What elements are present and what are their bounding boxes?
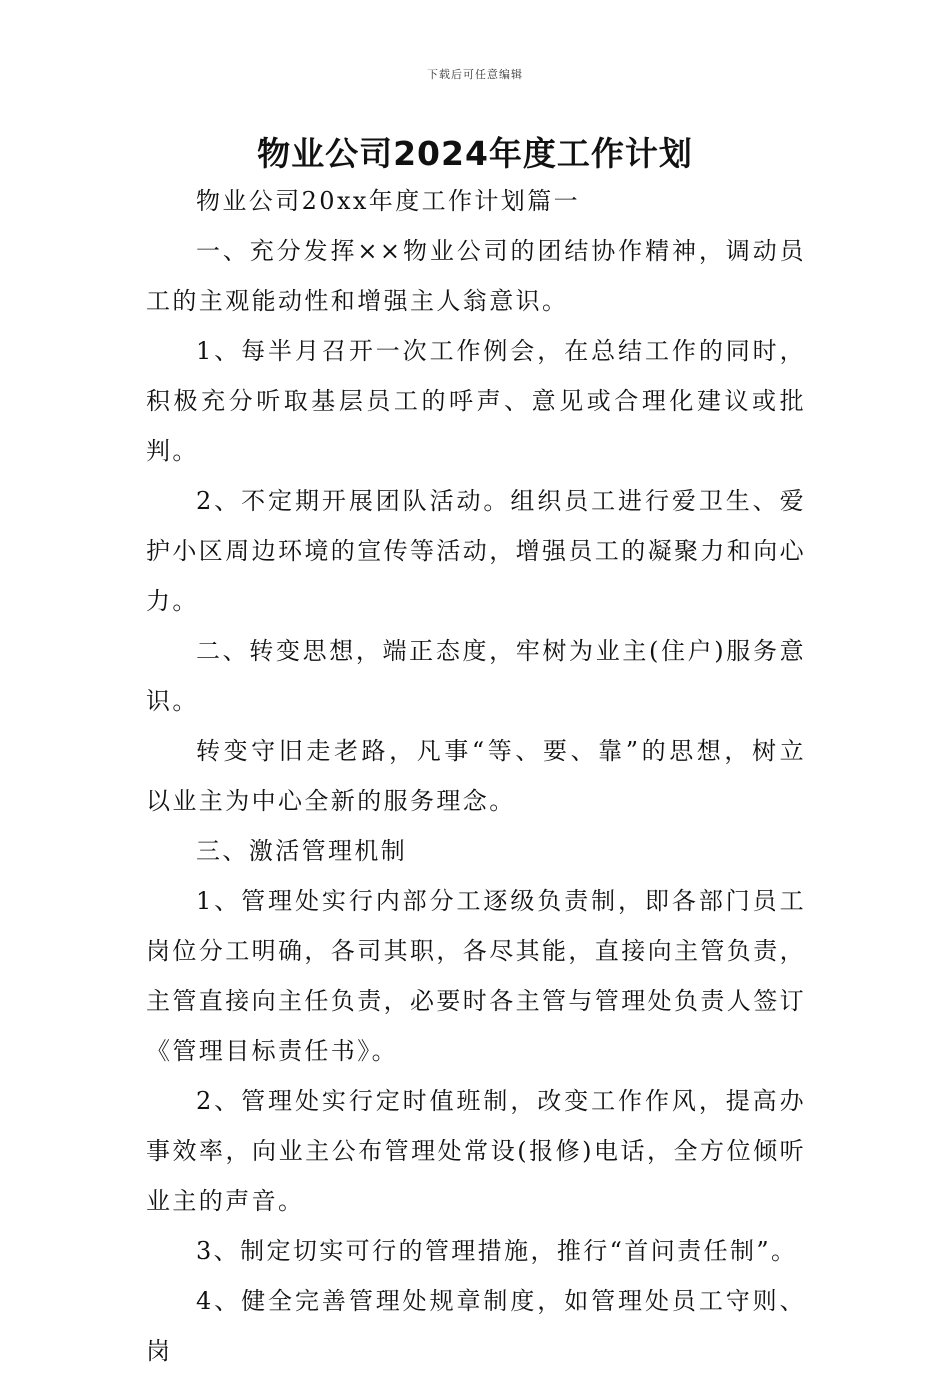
section-heading: 三、激活管理机制	[196, 837, 408, 865]
header-note: 下载后可任意编辑	[427, 68, 523, 81]
paragraph: 二、转变思想，端正态度，牢树为业主(住户)服务意识。	[146, 637, 806, 715]
paragraph: 4、健全完善管理处规章制度，如管理处员工守则、岗	[146, 1287, 806, 1365]
paragraph: 1、每半月召开一次工作例会，在总结工作的同时，积极充分听取基层员工的呼声、意见或合理化建议或批判。	[146, 337, 806, 465]
document-title: 物业公司2024年度工作计划	[257, 134, 693, 173]
subtitle-paragraph: 物业公司20xx年度工作计划篇一	[196, 187, 581, 215]
paragraph: 3、制定切实可行的管理措施，推行“首问责任制”。	[196, 1237, 798, 1265]
paragraph: 转变守旧走老路，凡事“等、要、靠”的思想，树立以业主为中心全新的服务理念。	[146, 737, 806, 815]
paragraph: 2、管理处实行定时值班制，改变工作作风，提高办事效率，向业主公布管理处常设(报修)电话，全方位倾听业主的声音。	[146, 1087, 806, 1215]
paragraph: 1、管理处实行内部分工逐级负责制，即各部门员工岗位分工明确，各司其职，各尽其能，直接向主管负责，主管直接向主任负责，必要时各主管与管理处负责人签订《管理目标责任书》。	[146, 887, 806, 1065]
paragraph: 2、不定期开展团队活动。组织员工进行爱卫生、爱护小区周边环境的宣传等活动，增强员工的凝聚力和向心力。	[146, 487, 806, 615]
document-body	[146, 176, 806, 1376]
paragraph: 一、充分发挥××物业公司的团结协作精神，调动员工的主观能动性和增强主人翁意识。	[146, 237, 806, 315]
